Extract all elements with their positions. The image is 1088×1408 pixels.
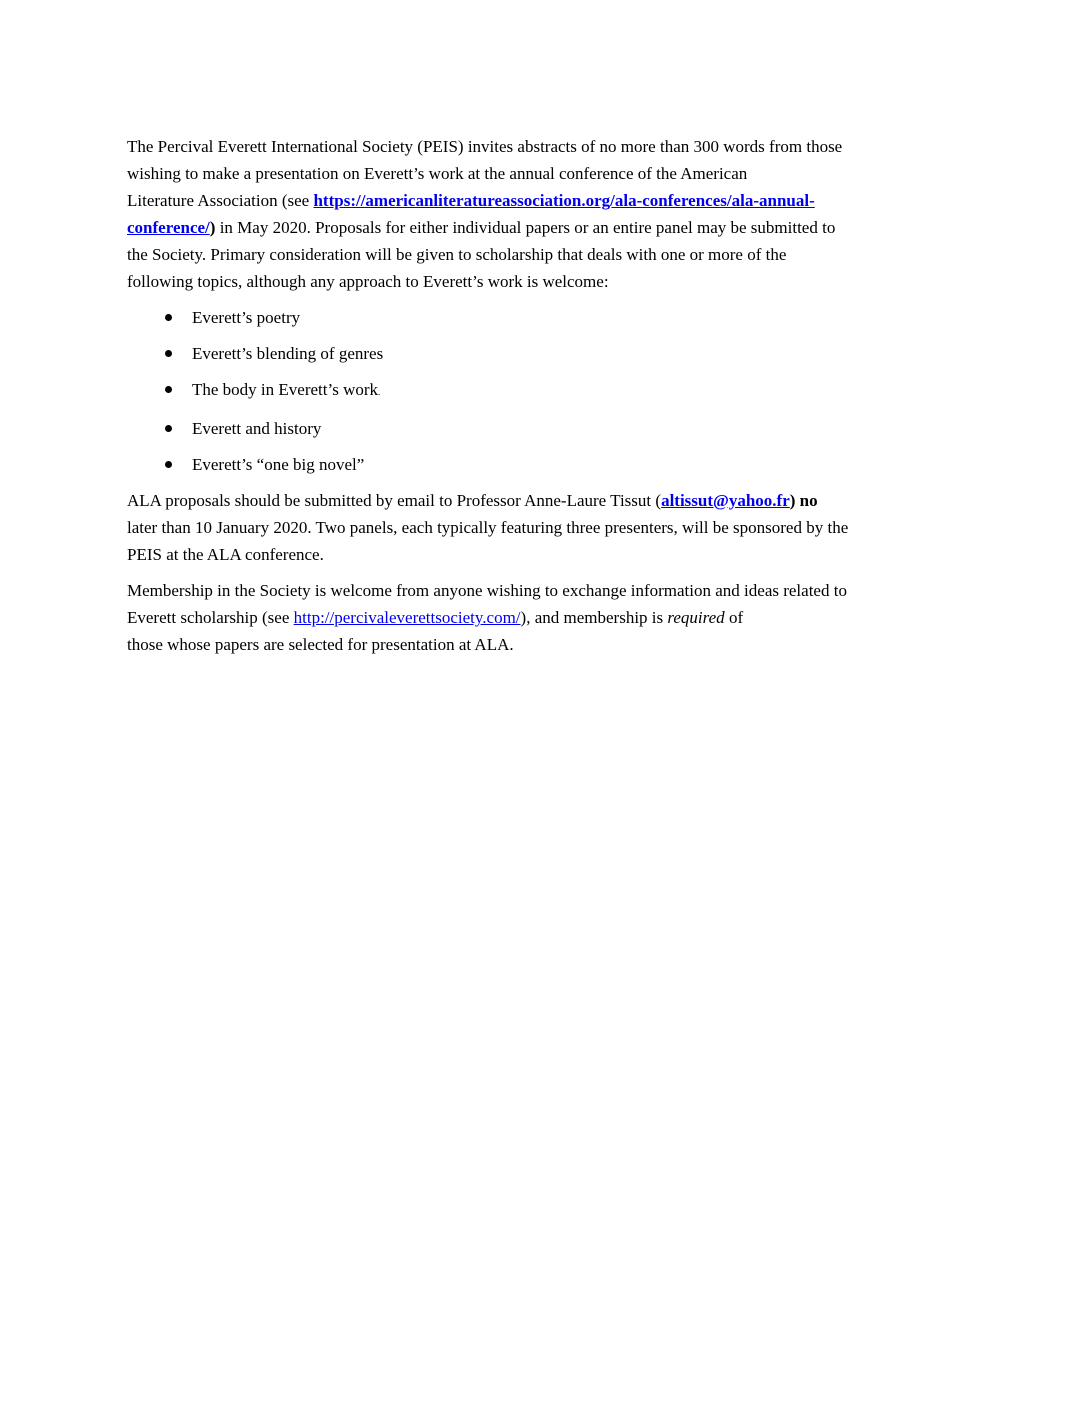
text-run: following topics, although any approach to Everett’s work is welcome: <box>127 272 609 291</box>
text-run: required <box>667 608 725 627</box>
bullet-item <box>127 304 1017 331</box>
text-run: The body in Everett’s work <box>192 380 379 399</box>
hyperlink[interactable]: http://percivaleverettsociety.com/ <box>293 608 521 627</box>
paragraph <box>127 577 1017 658</box>
text-run: ) no <box>789 491 818 510</box>
bullet-icon <box>165 350 172 357</box>
bullet-icon <box>165 314 172 321</box>
bullet-item <box>127 376 1017 406</box>
text-run: wishing to make a presentation on Everett’s work at the annual conference of the American <box>127 164 748 183</box>
bullet-item <box>127 415 1017 442</box>
bullet-icon <box>165 461 172 468</box>
hyperlink[interactable]: conference/ <box>127 218 210 237</box>
text-run: . <box>378 387 381 397</box>
bullet-item <box>127 340 1017 367</box>
hyperlink[interactable]: https://americanliteratureassociation.org/ala-conferences/ala-annual- <box>313 191 815 210</box>
document-content <box>127 133 1017 667</box>
text-run: Membership in the Society is welcome from anyone wishing to exchange information and ideas related to <box>127 581 847 600</box>
text-run: Everett’s “one big novel” <box>192 455 365 474</box>
text-run: those whose papers are selected for presentation at ALA. <box>127 635 514 654</box>
text-run: Everett scholarship (see <box>127 608 294 627</box>
text-run: ), and membership is <box>520 608 668 627</box>
bullet-icon <box>165 425 172 432</box>
text-run: PEIS at the ALA conference. <box>127 545 324 564</box>
text-run: ) <box>209 218 216 237</box>
paragraph <box>127 133 1017 295</box>
text-run: ALA proposals should be submitted by email to Professor Anne-Laure Tissut ( <box>127 491 662 510</box>
text-run: Everett’s blending of genres <box>192 344 384 363</box>
paragraph <box>127 487 1017 568</box>
text-run: in May 2020. Proposals for either individual papers or an entire panel may be submitted to <box>215 218 836 237</box>
text-run: Everett and history <box>192 419 322 438</box>
text-run: later than 10 January 2020. Two panels, each typically featuring three presenters, will be sponsored by the <box>127 518 849 537</box>
text-run: of <box>724 608 744 627</box>
hyperlink[interactable]: altissut@yahoo.fr <box>661 491 790 510</box>
text-run: Literature Association (see <box>127 191 314 210</box>
text-run: Everett’s poetry <box>192 308 301 327</box>
bullet-item <box>127 451 1017 478</box>
text-run: the Society. Primary consideration will be given to scholarship that deals with one or more of the <box>127 245 787 264</box>
text-run: The Percival Everett International Society (PEIS) invites abstracts of no more than 300 words from those <box>127 137 843 156</box>
bullet-icon <box>165 386 172 393</box>
bullet-list <box>127 304 1017 478</box>
